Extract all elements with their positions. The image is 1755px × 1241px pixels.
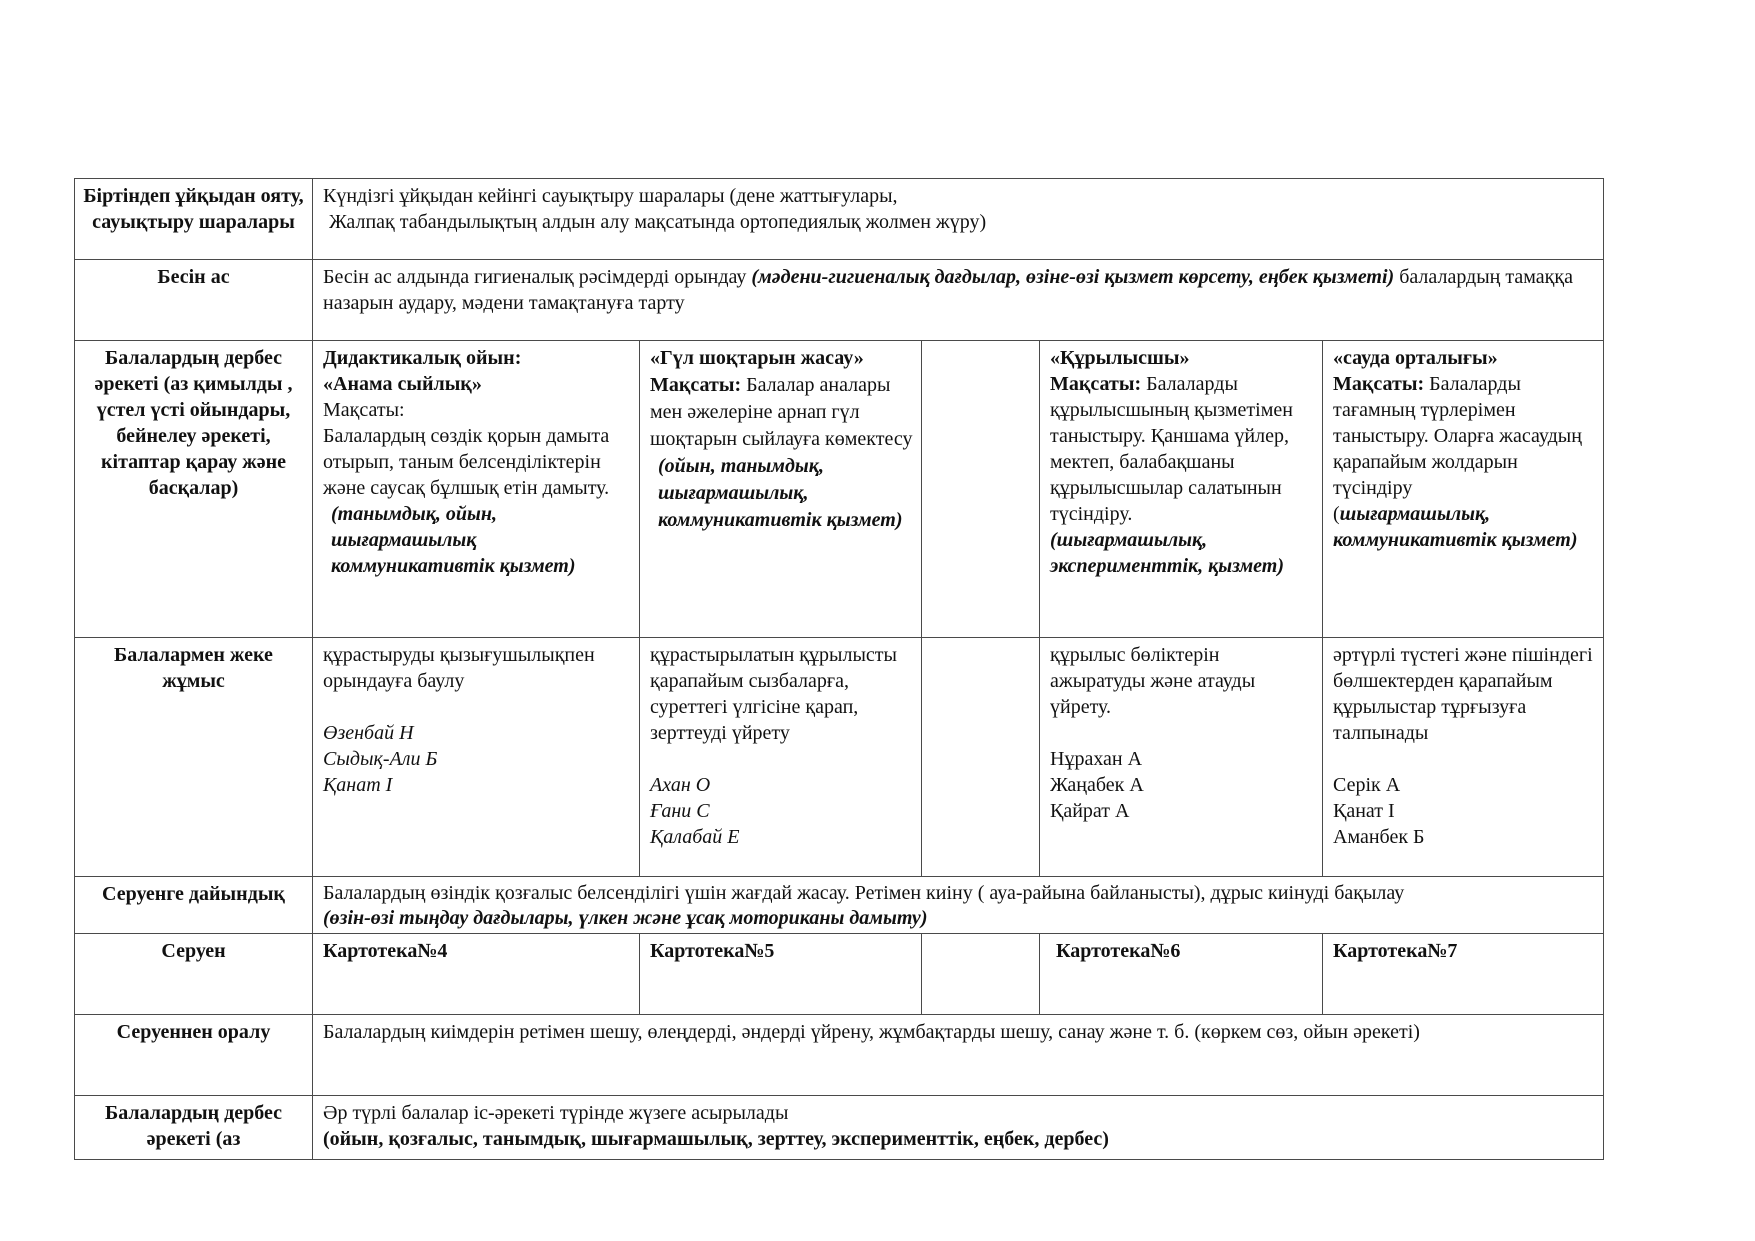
snack-activity: (мәдени-гигиеналық дағдылар, өзіне-өзі қызмет көрсету, еңбек қызметі) (751, 266, 1395, 288)
activity-5-goal-text: Балаларды тағамның түрлерімен таныстыру. Оларға жасаудың қарапайым жолдарын түсіндіру (1333, 373, 1582, 499)
activity-1-game: «Анама сыйлық» (323, 373, 482, 395)
row-label-snack: Бесін ас (75, 260, 313, 341)
activity-1-type: (танымдық, ойын, шығармашылық коммуникативтік қызмет) (331, 503, 576, 577)
activity-2-goal-label: Мақсаты: (650, 374, 747, 396)
wake-up-line-1: Күндізгі ұйқыдан кейінгі сауықтыру шаралары (дене жаттығулары, (323, 185, 898, 207)
walk-card-4: Картотека№6 (1040, 934, 1323, 1015)
activity-1-goal-label: Мақсаты: (323, 399, 405, 421)
activity-5-type: шығармашылық, коммуникативтік қызмет) (1333, 503, 1578, 551)
activity-5-title: «сауда орталығы» (1333, 347, 1498, 369)
walk-card-2: Картотека№5 (640, 934, 922, 1015)
walk-card-5: Картотека№7 (1323, 934, 1604, 1015)
snack-text-2: балалардың тамаққа назарын аудару, мәдени тамақтануға тарту (323, 266, 1573, 314)
activity-1-title: Дидактикалық ойын: (323, 347, 522, 369)
individual-2-text: құрастырылатын құрылысты қарапайым сызбаларға, суреттегі үлгісіне қарап, зерттеуді үйрету (650, 644, 897, 744)
row-walk-preparation (75, 877, 1604, 934)
row-individual-work (75, 638, 1604, 877)
row-walk (75, 934, 1604, 1015)
individual-cell-empty (922, 638, 1040, 877)
walk-preparation-activity: (өзін-өзі тыңдау дағдылары, үлкен және ұсақ моториканы дамыту) (323, 907, 928, 929)
activity-5-goal-label: Мақсаты: (1333, 373, 1430, 395)
activity-4-type: (шығармашылық, эксперименттік, қызмет) (1050, 529, 1285, 577)
individual-5-text: әртүрлі түстегі және пішіндегі бөлшектерден қарапайым құрылыстар тұрғызуға талпынады (1333, 644, 1593, 744)
activity-cell-4 (1040, 341, 1323, 638)
walk-card-1: Картотека№4 (313, 934, 640, 1015)
row-wake-up (75, 179, 1604, 260)
activity-cell-5 (1323, 341, 1604, 638)
row-label-individual-work: Балалармен жеке жұмыс (75, 638, 313, 877)
child-name: Ахан О (650, 774, 711, 796)
row-label-return-from-walk: Серуеннен оралу (75, 1015, 313, 1096)
row-label-wake-up: Біртіндеп ұйқыдан ояту, сауықтыру шаралары (75, 179, 313, 260)
child-name: Нұрахан А (1050, 748, 1143, 770)
independent-activity-2-text: Әр түрлі балалар іс-әрекеті түрінде жүзеге асырылады (323, 1102, 789, 1124)
child-name: Аманбек Б (1333, 826, 1425, 848)
row-snack (75, 260, 1604, 341)
activity-4-goal-label: Мақсаты: (1050, 373, 1147, 395)
snack-text: Бесін ас алдында гигиеналық рәсімдерді орындау (323, 266, 752, 288)
child-name: Сыдық-Али Б (323, 748, 438, 770)
activity-1-goal-text: Балалардың сөздік қорын дамыта отырып, таным белсенділіктерін және саусақ бұлшық етін дамыту. (323, 425, 610, 499)
activity-cell-1 (313, 341, 640, 638)
wake-up-content (313, 179, 1604, 260)
child-name: Қайрат А (1050, 800, 1130, 822)
return-from-walk-content: Балалардың киімдерін ретімен шешу, өлеңдерді, әндерді үйрену, жұмбақтарды шешу, санау және т. б. (көркем сөз, ойын әрекеті) (313, 1015, 1604, 1096)
activity-cell-empty (922, 341, 1040, 638)
snack-content (313, 260, 1604, 341)
activity-2-goal-text: Балалар аналары мен әжелеріне арнап гүл шоқтарын сыйлауға көмектесу (650, 374, 913, 450)
individual-4-text: құрылыс бөліктерін ажыратуды және атауды үйрету. (1050, 644, 1256, 718)
daily-plan-table (74, 178, 1604, 1160)
child-name: Серік А (1333, 774, 1401, 796)
walk-preparation-content (313, 877, 1604, 934)
row-label-independent-activity: Балалардың дербес әрекеті (аз қимылды , үстел үсті ойындары, бейнелеу әрекеті, кітаптар қарау және басқалар) (75, 341, 313, 638)
child-name: Қанат І (323, 774, 393, 796)
activity-4-title: «Құрылысшы» (1050, 347, 1190, 369)
independent-activity-2-content (313, 1096, 1604, 1160)
activity-5-type-open: ( (1333, 503, 1340, 525)
individual-cell-2 (640, 638, 922, 877)
row-label-walk: Серуен (75, 934, 313, 1015)
activity-cell-2 (640, 341, 922, 638)
row-label-walk-preparation: Серуенге дайындық (75, 877, 313, 934)
row-return-from-walk (75, 1015, 1604, 1096)
individual-cell-1 (313, 638, 640, 877)
child-name: Жаңабек А (1050, 774, 1144, 796)
individual-1-text: құрастыруды қызығушылықпен орындауға баулу (323, 644, 595, 692)
individual-cell-4 (1040, 638, 1323, 877)
child-name: Өзенбай Н (323, 722, 414, 744)
child-name: Қалабай Е (650, 826, 740, 848)
child-name: Ғани С (650, 800, 710, 822)
activity-4-goal-text: Балаларды құрылысшының қызметімен таныстыру. Қаншама үйлер, мектеп, балабақшаны құрылысшылар салатынын түсіндіру. (1050, 373, 1293, 525)
wake-up-line-2: Жалпақ табандылықтың алдын алу мақсатында ортопедиялық жолмен жүру) (329, 211, 987, 233)
row-independent-activity (75, 341, 1604, 638)
activity-2-title: «Гүл шоқтарын жасау» (650, 347, 864, 369)
row-independent-activity-2 (75, 1096, 1604, 1160)
walk-preparation-text: Балалардың өзіндік қозғалыс белсенділігі үшін жағдай жасау. Ретімен киіну ( ауа-райына байланысты), дұрыс киінуді бақылау (323, 882, 1405, 904)
independent-activity-2-types: (ойын, қозғалыс, танымдық, шығармашылық, зерттеу, эксперименттік, еңбек, дербес) (323, 1128, 1109, 1150)
child-name: Қанат І (1333, 800, 1395, 822)
individual-cell-5 (1323, 638, 1604, 877)
walk-cell-empty (922, 934, 1040, 1015)
row-label-independent-activity-2: Балалардың дербес әрекеті (аз (75, 1096, 313, 1160)
activity-2-type: (ойын, танымдық, шығармашылық, коммуникативтік қызмет) (658, 455, 903, 531)
